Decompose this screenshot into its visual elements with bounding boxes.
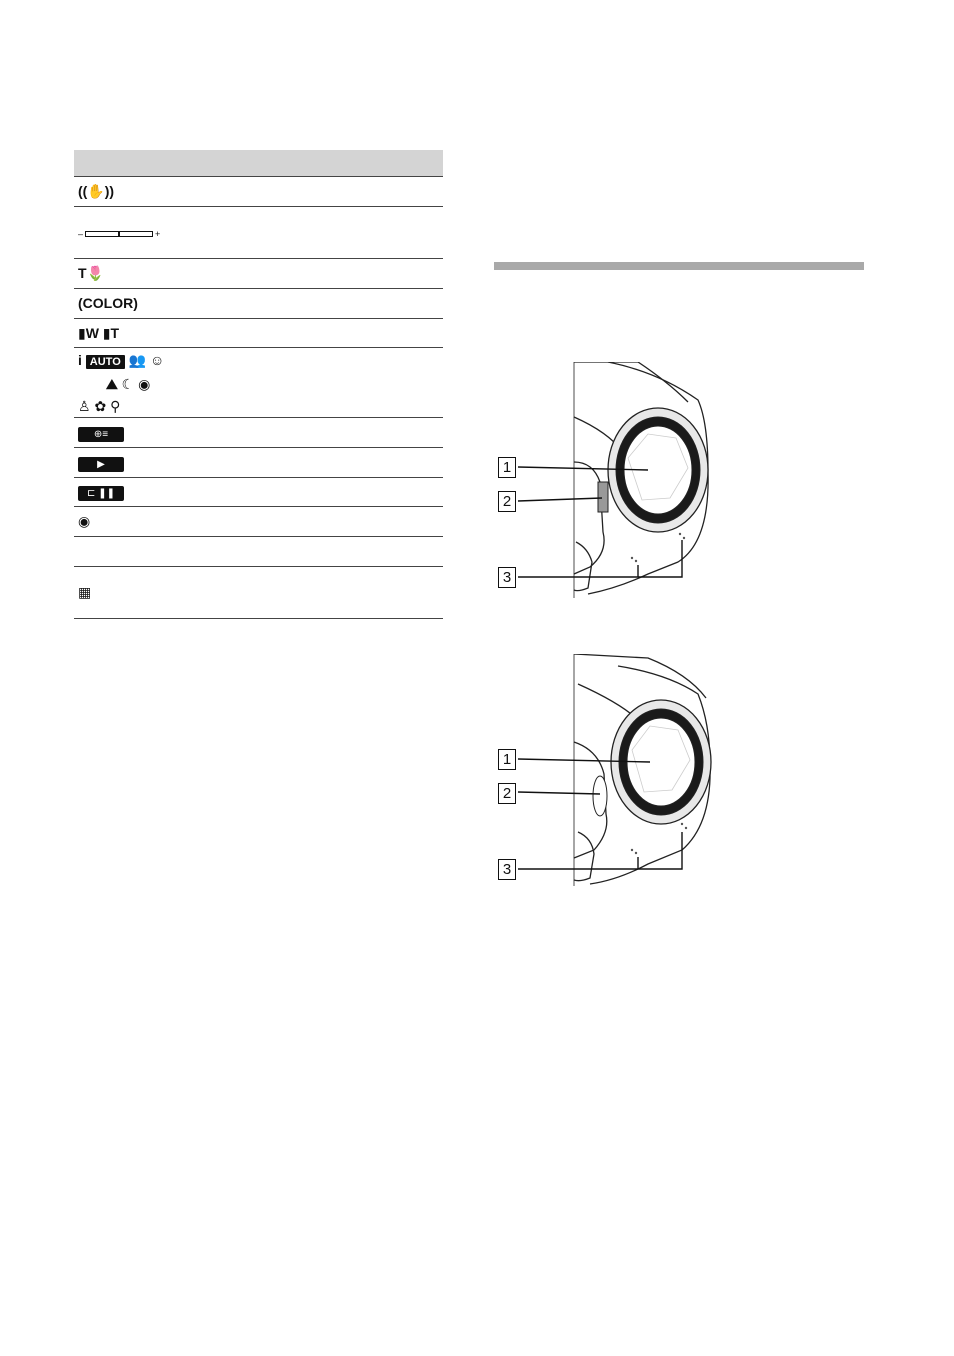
- section-bar: [494, 262, 864, 270]
- camcorder-illustration: [498, 362, 738, 598]
- table-row: [74, 478, 443, 507]
- steadyshot-off-icon: ((✋)): [78, 183, 115, 200]
- landscape-icon: ⛰: [106, 375, 118, 392]
- option-button-icon: ⊕≡: [78, 427, 124, 442]
- callout-1: 1: [498, 457, 516, 478]
- slider-plus-label: +: [155, 228, 161, 239]
- slider-track: [85, 231, 153, 237]
- camcorder-front-view-2: [498, 654, 738, 886]
- callout-3: 3: [498, 859, 516, 880]
- baby-icon: ☺: [149, 351, 165, 368]
- spotlight-icon: ♙: [78, 397, 91, 414]
- table-header-row: [74, 150, 443, 177]
- auto-badge: AUTO: [86, 355, 125, 369]
- callout-2: 2: [498, 491, 516, 512]
- portrait-icon: 👥: [128, 351, 147, 368]
- fader-icons: ▮W ▮T: [78, 324, 120, 341]
- table-row: [74, 259, 443, 289]
- backlight-icon: ◉: [138, 375, 151, 392]
- adjust-slider-icon: [78, 229, 160, 239]
- x-v-color-icon: (COLOR): [78, 295, 138, 312]
- icon-table: [74, 150, 443, 619]
- table-row: [74, 567, 443, 619]
- table-row: [74, 537, 443, 567]
- camcorder-front-view-1: [498, 362, 738, 598]
- callout-1: 1: [498, 749, 516, 770]
- callout-3: 3: [498, 567, 516, 588]
- macro-icon: ✿: [94, 397, 107, 414]
- table-row: [74, 448, 443, 478]
- camcorder-illustration: [498, 654, 738, 886]
- table-row: [74, 319, 443, 348]
- callout-2: 2: [498, 783, 516, 804]
- table-row: [74, 418, 443, 448]
- tripod-icon: ⚲: [110, 397, 121, 414]
- checkered-icon: ▦: [78, 584, 92, 601]
- tele-macro-icon: T🌷: [78, 265, 104, 282]
- table-row: [74, 507, 443, 537]
- camera-icon: ◉: [78, 513, 91, 530]
- playback-button-icon: ▶: [78, 457, 124, 472]
- table-row: [74, 348, 443, 418]
- slider-minus-label: –: [78, 228, 84, 239]
- table-row: [74, 207, 443, 259]
- night-scene-icon: ☾: [121, 375, 135, 392]
- table-row: [74, 177, 443, 207]
- scene-selection-icons: [78, 349, 443, 417]
- table-row: [74, 289, 443, 319]
- intelligent-auto-icon: i: [78, 351, 82, 368]
- slider-knob: [118, 231, 120, 237]
- pause-button-icon: ⊏ ❚❚: [78, 486, 124, 501]
